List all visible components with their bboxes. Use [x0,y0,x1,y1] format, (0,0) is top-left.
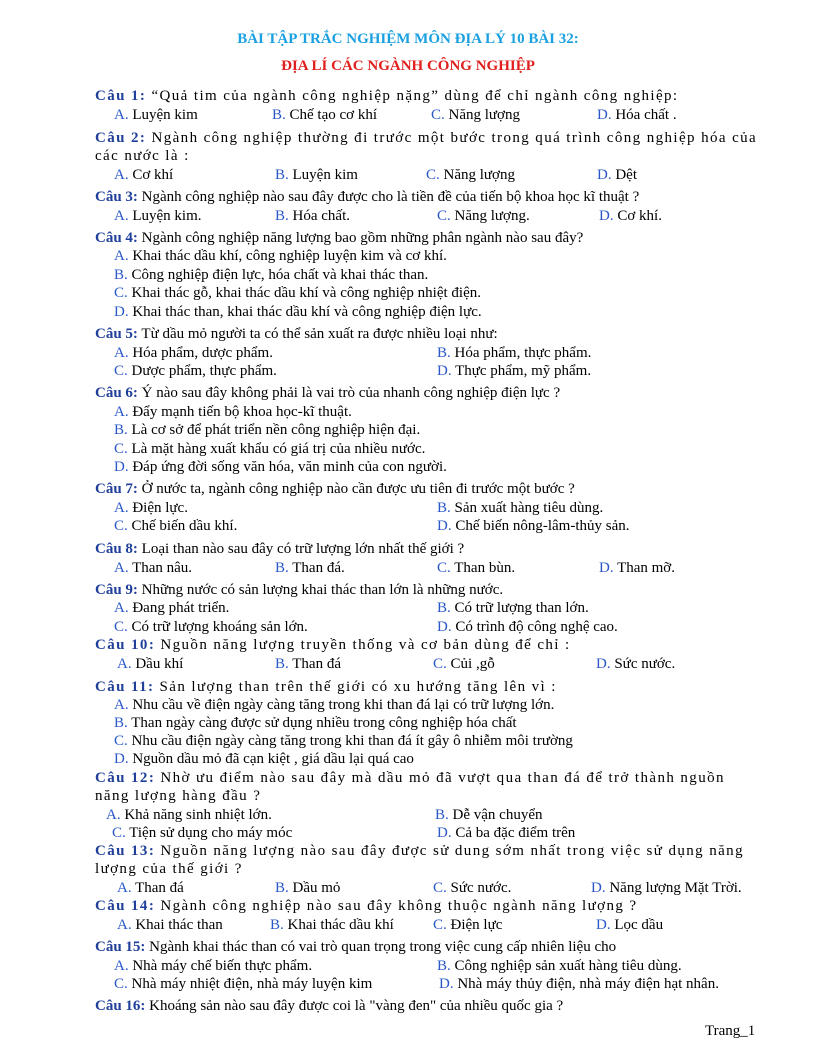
options-row [0,916,816,934]
option-c[interactable]: C. Có trữ lượng khoáng sản lớn. [114,619,308,635]
options-row [0,362,816,380]
option-d[interactable]: D. Đáp ứng đời sống văn hóa, văn minh của con người. [114,459,447,475]
options-row [0,106,816,124]
option-a[interactable]: A. Điện lực. [114,500,188,516]
option-d[interactable]: D. Cả ba đặc điểm trên [437,825,576,841]
option-a[interactable]: A. Dầu khí [117,656,184,672]
options-row [0,957,816,975]
option-c[interactable]: C. Điện lực [433,917,503,933]
option-b[interactable]: B. Công nghiệp sản xuất hàng tiêu dùng. [437,958,682,974]
option-d[interactable]: D. Than mỡ. [599,560,675,576]
option-d[interactable]: D. Hóa chất . [597,107,677,123]
option-a[interactable]: A. Đang phát triển. [114,600,230,616]
question-5: Câu 5: Từ dầu mỏ người ta có thể sản xuất ra được nhiều loại như: [95,326,498,342]
question-1: Câu 1: “Quả tim của ngành công nghiệp nặng” dùng để chỉ ngành công nghiệp: [95,88,679,104]
option-d[interactable]: D. Thực phẩm, mỹ phẩm. [437,363,592,379]
document-title: BÀI TẬP TRẮC NGHIỆM MÔN ĐỊA LÝ 10 BÀI 32: [237,31,579,47]
option-c[interactable]: C. Năng lượng [426,167,515,183]
options-row [0,247,816,265]
option-b[interactable]: B. Than đá. [275,560,345,576]
question-2: Câu 2: Ngành công nghiệp thường đi trước một bước trong quá trình công nghiệp hóa của các nước là : [95,130,758,164]
option-c[interactable]: C. Năng lượng [431,107,520,123]
options-row [0,559,816,577]
option-d[interactable]: D. Có trình độ công nghệ cao. [437,619,618,635]
options-row [0,344,816,362]
option-c[interactable]: C. Chế biến dầu khí. [114,518,238,534]
options-row [0,166,816,184]
option-c[interactable]: C. Than bùn. [437,560,516,576]
option-a[interactable]: A. Đẩy mạnh tiến bộ khoa học-kĩ thuật. [114,404,352,420]
option-a[interactable]: A. Luyện kim. [114,208,202,224]
question-13: Câu 13: Nguồn năng lượng nào sau đây được sử dung sớm nhất trong việc sử dụng năng lượng của thế giới ? [95,843,744,877]
options-row [0,303,816,321]
option-a[interactable]: A. Hóa phẩm, dược phẩm. [114,345,273,361]
option-b[interactable]: B. Chế tạo cơ khí [272,107,378,123]
option-a[interactable]: A. Luyện kim [114,107,198,123]
option-a[interactable]: A. Than đá [117,880,184,896]
option-d[interactable]: D. Sức nước. [596,656,676,672]
option-d[interactable]: D. Chế biến nông-lâm-thủy sản. [437,518,630,534]
question-15: Câu 15: Ngành khai thác than có vai trò quan trọng trong việc cung cấp nhiên liệu cho [95,939,617,955]
option-a[interactable]: A. Than nâu. [114,560,193,576]
option-b[interactable]: B. Hóa chất. [275,208,350,224]
options-row [0,517,816,535]
options-row [0,879,816,897]
options-row [0,714,816,732]
option-c[interactable]: C. Củi ,gỗ [433,656,495,672]
option-a[interactable]: A. Nhu cầu về điện ngày càng tăng trong khi than đá lại có trữ lượng lớn. [114,697,555,713]
question-4: Câu 4: Ngành công nghiệp năng lượng bao gồm những phân ngành nào sau đây? [95,230,584,246]
option-b[interactable]: B. Dễ vận chuyển [435,807,543,823]
option-c[interactable]: C. Khai thác gỗ, khai thác dầu khí và công nghiệp nhiệt điện. [114,285,481,301]
options-row [0,599,816,617]
options-row [0,824,816,842]
option-c[interactable]: C. Là mặt hàng xuất khẩu có giá trị của nhiều nước. [114,441,426,457]
option-d[interactable]: D. Năng lượng Mặt Trời. [591,880,742,896]
option-c[interactable]: C. Sức nước. [433,880,512,896]
option-b[interactable]: B. Công nghiệp điện lực, hóa chất và khai thác than. [114,267,429,283]
option-a[interactable]: A. Khai thác dầu khí, công nghiệp luyện kim và cơ khí. [114,248,447,264]
options-row [0,732,816,750]
document-subtitle: ĐỊA LÍ CÁC NGÀNH CÔNG NGHIỆP [281,58,535,74]
question-16: Câu 16: Khoáng sản nào sau đây được coi là "vàng đen" của nhiều quốc gia ? [95,998,564,1014]
options-row [0,458,816,476]
options-row [0,618,816,636]
option-b[interactable]: B. Than đá [275,656,341,672]
option-a[interactable]: A. Khả năng sinh nhiệt lớn. [106,807,272,823]
option-d[interactable]: D. Nhà máy thủy điện, nhà máy điện hạt nhân. [439,976,719,992]
options-row [0,806,816,824]
question-9: Câu 9: Những nước có sản lượng khai thác than lớn là những nước. [95,582,504,598]
page-number: Trang_1 [705,1023,756,1039]
question-6: Câu 6: Ý nào sau đây không phải là vai trò của nhanh công nghiệp điện lực ? [95,385,561,401]
question-8: Câu 8: Loại than nào sau đây có trữ lượng lớn nhất thế giới ? [95,541,465,557]
option-a[interactable]: A. Cơ khí [114,167,174,183]
option-b[interactable]: B. Hóa phẩm, thực phẩm. [437,345,592,361]
option-d[interactable]: D. Nguồn dầu mỏ đã cạn kiệt , giá dầu lại quá cao [114,751,414,767]
options-row [0,266,816,284]
option-a[interactable]: A. Nhà máy chế biến thực phẩm. [114,958,313,974]
option-b[interactable]: B. Dầu mỏ [275,880,341,896]
option-c[interactable]: C. Dược phẩm, thực phẩm. [114,363,277,379]
option-d[interactable]: D. Khai thác than, khai thác dầu khí và công nghiệp điện lực. [114,304,482,320]
options-row [0,975,816,993]
option-c[interactable]: C. Nhà máy nhiệt điện, nhà máy luyện kim [114,976,373,992]
options-row [0,421,816,439]
options-row [0,403,816,421]
question-10: Câu 10: Nguồn năng lượng truyền thống và cơ bản dùng để chỉ : [95,637,571,653]
option-b[interactable]: B. Là cơ sở để phát triển nền công nghiệp hiện đại. [114,422,421,438]
question-11: Câu 11: Sản lượng than trên thế giới có xu hướng tăng lên vì : [95,679,557,695]
option-c[interactable]: C. Năng lượng. [437,208,530,224]
option-b[interactable]: B. Than ngày càng được sử dụng nhiều trong công nghiệp hóa chất [114,715,517,731]
option-d[interactable]: D. Cơ khí. [599,208,662,224]
options-row [0,207,816,225]
option-b[interactable]: B. Khai thác dầu khí [270,917,394,933]
options-row [0,696,816,714]
question-7: Câu 7: Ở nước ta, ngành công nghiệp nào cần được ưu tiên đi trước một bước ? [95,481,575,497]
option-d[interactable]: D. Lọc dầu [596,917,664,933]
question-14: Câu 14: Ngành công nghiệp nào sau đây không thuộc ngành năng lượng ? [95,898,638,914]
options-row [0,440,816,458]
option-b[interactable]: B. Sản xuất hàng tiêu dùng. [437,500,604,516]
question-3: Câu 3: Ngành công nghiệp nào sau đây được cho là tiền đề của tiến bộ khoa học kĩ thuật ? [95,189,640,205]
option-c[interactable]: C. Nhu cầu điện ngày càng tăng trong khi than đá ít gây ô nhiễm môi trường [114,733,573,749]
question-12: Câu 12: Nhờ ưu điểm nào sau đây mà dầu mỏ đã vượt qua than đá để trở thành nguồn năng lượng hàng đầu ? [95,770,725,804]
option-c[interactable]: C. Tiện sử dụng cho máy móc [112,825,293,841]
option-b[interactable]: B. Luyện kim [275,167,358,183]
options-row [0,655,816,673]
option-d[interactable]: D. Dệt [597,167,638,183]
options-row [0,499,816,517]
options-row [0,284,816,302]
options-row [0,750,816,768]
option-b[interactable]: B. Có trữ lượng than lớn. [437,600,589,616]
option-a[interactable]: A. Khai thác than [117,917,223,933]
